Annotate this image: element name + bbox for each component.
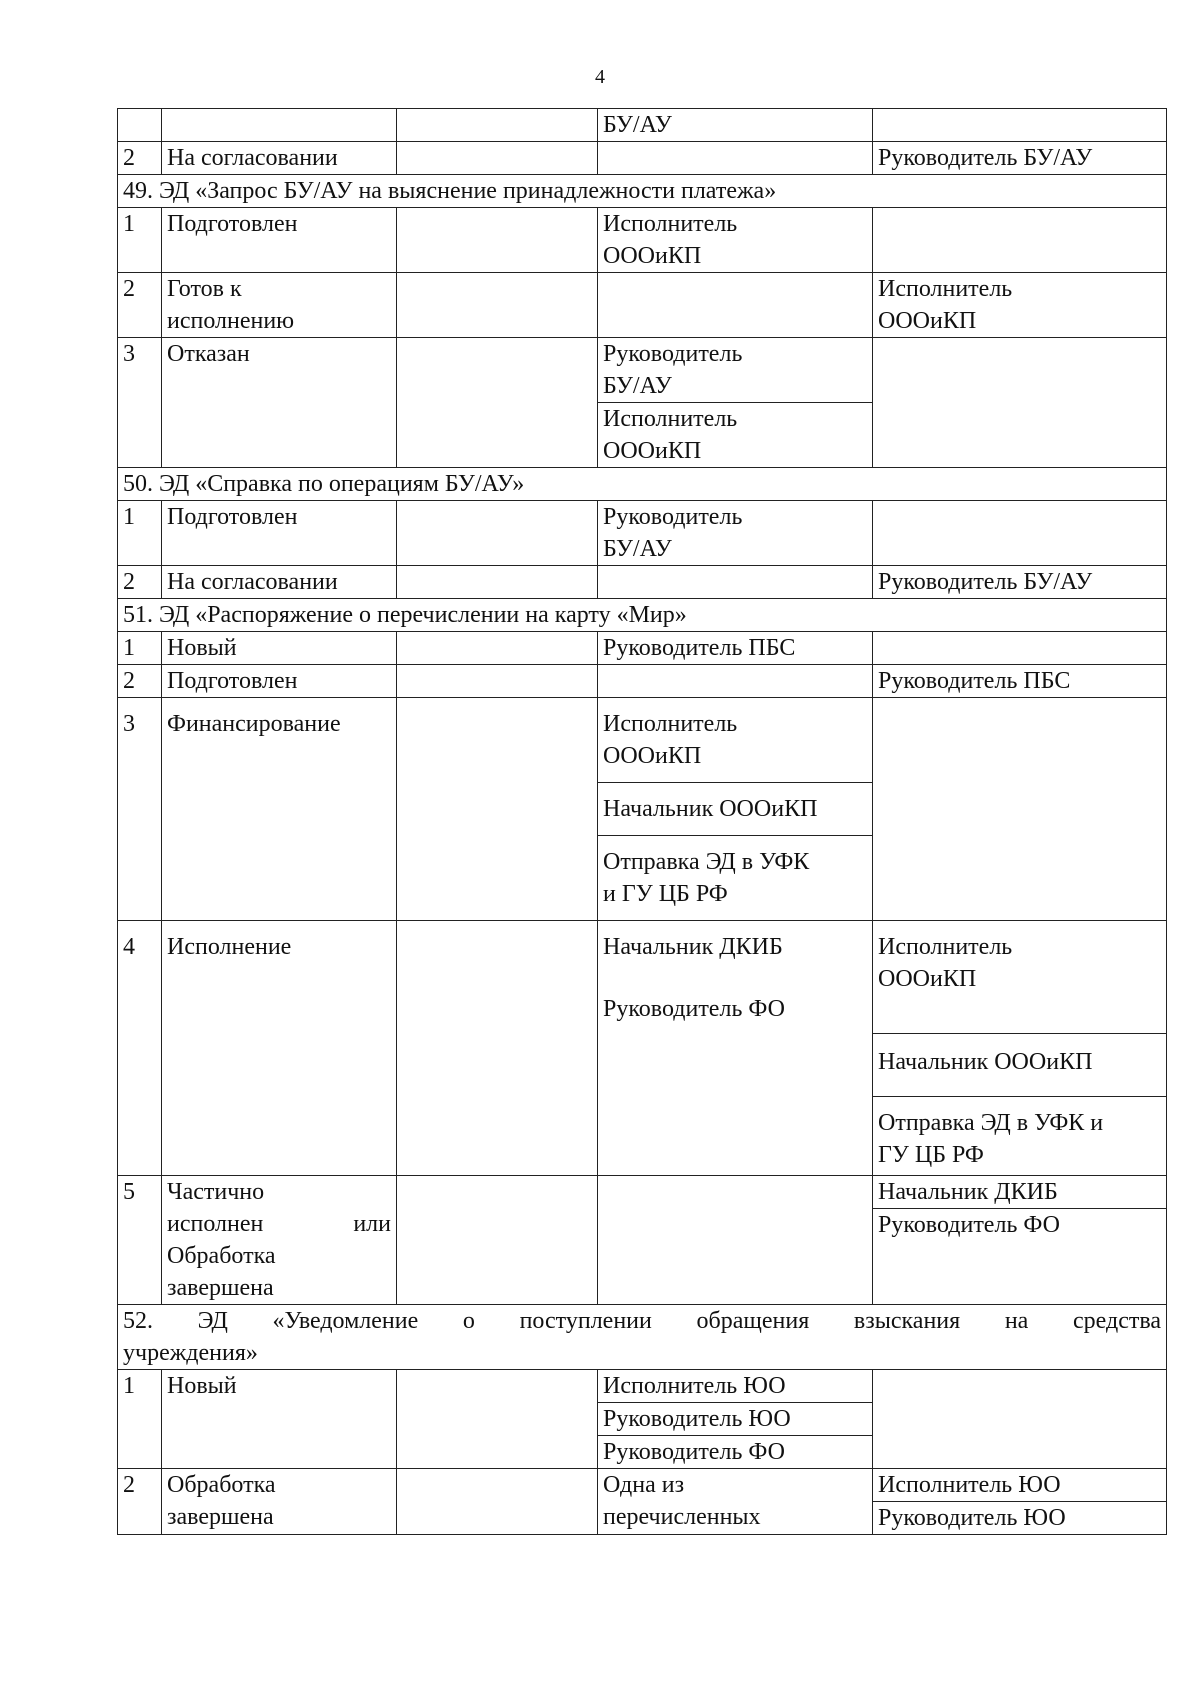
cell-empty	[397, 109, 598, 142]
cell-status: На согласовании	[162, 142, 397, 175]
sub-cells	[598, 921, 872, 1025]
sub-cell	[598, 835, 872, 920]
cell-num: 1	[118, 632, 162, 665]
cell-num: 1	[118, 208, 162, 273]
cell-num: 2	[118, 566, 162, 599]
sub-cell: Исполнитель ЮО	[878, 1472, 1061, 1498]
cell-empty	[397, 566, 598, 599]
cell-line: Исполнитель	[603, 711, 738, 737]
sub-cells	[873, 921, 1166, 1175]
cell-col4	[598, 208, 873, 273]
sub-cell	[598, 402, 872, 467]
cell-num	[118, 109, 162, 142]
cell-line: завершена	[167, 1504, 274, 1530]
cell-line: Обработка	[167, 1243, 276, 1269]
sub-cell: Начальник ОООиКП	[873, 1033, 1166, 1096]
section-heading-line: учреждения»	[123, 1340, 258, 1366]
cell-empty	[397, 208, 598, 273]
sub-cell	[598, 338, 872, 402]
sub-cell	[873, 921, 1166, 1033]
table-row	[118, 338, 1167, 468]
cell-line: БУ/АУ	[603, 373, 672, 399]
sub-cell: Руководитель ЮО	[873, 1501, 1166, 1534]
sub-cells	[873, 1176, 1166, 1241]
cell-empty	[397, 1469, 598, 1535]
cell-empty	[397, 698, 598, 921]
table-row	[118, 142, 1167, 175]
table-row	[118, 1176, 1167, 1305]
cell-col4	[598, 566, 873, 599]
cell-line: ОООиКП	[603, 243, 702, 269]
sub-cells	[598, 338, 872, 467]
cell-col4	[598, 1176, 873, 1305]
cell-col4	[598, 921, 873, 1176]
table-row	[118, 208, 1167, 273]
cell-status	[162, 1469, 397, 1535]
cell-line: Исполнитель	[603, 406, 738, 432]
sub-cells	[598, 698, 872, 920]
cell-status: Новый	[162, 632, 397, 665]
sub-cells	[873, 1469, 1166, 1534]
cell-status: Финансирование	[162, 698, 397, 921]
cell-empty	[397, 1176, 598, 1305]
cell-col4	[598, 142, 873, 175]
cell-empty	[397, 632, 598, 665]
cell-status	[162, 1176, 397, 1305]
cell-num: 2	[118, 142, 162, 175]
table-row	[118, 109, 1167, 142]
cell-line: исполнен или	[167, 1211, 391, 1237]
cell-empty	[397, 501, 598, 566]
section-row	[118, 468, 1167, 501]
cell-col5: Руководитель БУ/АУ	[873, 142, 1167, 175]
cell-line: Исполнитель	[878, 934, 1013, 960]
cell-line: Обработка	[167, 1472, 276, 1498]
cell-empty	[397, 142, 598, 175]
table-row	[118, 1370, 1167, 1469]
table-row	[118, 698, 1167, 921]
cell-col5	[873, 1176, 1167, 1305]
table-row	[118, 665, 1167, 698]
cell-status: Отказан	[162, 338, 397, 468]
cell-col4	[598, 1370, 873, 1469]
sub-cells	[598, 1370, 872, 1468]
cell-line: ОООиКП	[878, 308, 977, 334]
cell-line: Исполнитель	[603, 211, 738, 237]
cell-col5	[873, 1370, 1167, 1469]
cell-line: БУ/АУ	[603, 536, 672, 562]
sub-cell: Начальник ОООиКП	[598, 782, 872, 835]
cell-empty	[397, 921, 598, 1176]
sub-cell: Исполнитель ЮО	[603, 1373, 786, 1399]
sub-cell	[598, 698, 872, 782]
cell-num: 4	[118, 921, 162, 1176]
cell-col5: Руководитель ПБС	[873, 665, 1167, 698]
section-heading-line: 52. ЭД «Уведомление о поступлении обращения взыскания на средства	[123, 1308, 1161, 1334]
cell-col4	[598, 501, 873, 566]
cell-col4	[598, 698, 873, 921]
cell-line: Руководитель	[603, 504, 743, 530]
cell-line: Готов к	[167, 276, 242, 302]
cell-status	[162, 273, 397, 338]
sub-cell: Начальник ДКИБ	[878, 1179, 1058, 1205]
cell-col4	[598, 665, 873, 698]
cell-status: Подготовлен	[162, 208, 397, 273]
cell-line: перечисленных	[603, 1504, 761, 1530]
cell-line: Отправка ЭД в УФК	[603, 849, 810, 875]
section-row	[118, 175, 1167, 208]
cell-status: Исполнение	[162, 921, 397, 1176]
cell-line: исполнению	[167, 308, 295, 334]
sub-cell: Руководитель ФО	[603, 996, 785, 1022]
cell-line: ГУ ЦБ РФ	[878, 1142, 984, 1168]
cell-line: ОООиКП	[878, 966, 977, 992]
cell-line: завершена	[167, 1275, 274, 1301]
cell-num: 2	[118, 273, 162, 338]
cell-line: и ГУ ЦБ РФ	[603, 881, 728, 907]
sub-cell: Начальник ДКИБ	[603, 934, 783, 960]
cell-num: 1	[118, 501, 162, 566]
cell-line: Отправка ЭД в УФК и	[878, 1110, 1104, 1136]
section-heading-51: 51. ЭД «Распоряжение о перечислении на карту «Мир»	[118, 599, 1167, 632]
cell-num: 2	[118, 665, 162, 698]
table-row	[118, 921, 1167, 1176]
sub-cell: Руководитель ФО	[873, 1208, 1166, 1241]
cell-col4: БУ/АУ	[598, 109, 873, 142]
cell-status	[162, 109, 397, 142]
cell-col5	[873, 632, 1167, 665]
cell-col5	[873, 273, 1167, 338]
cell-line: ОООиКП	[603, 438, 702, 464]
cell-status: Подготовлен	[162, 665, 397, 698]
cell-col5	[873, 1469, 1167, 1535]
section-row	[118, 1305, 1167, 1370]
section-heading-49: 49. ЭД «Запрос БУ/АУ на выяснение принадлежности платежа»	[118, 175, 1167, 208]
cell-line: Одна из	[603, 1472, 685, 1498]
cell-num: 3	[118, 338, 162, 468]
cell-line: ОООиКП	[603, 743, 702, 769]
cell-col5	[873, 698, 1167, 921]
table-row	[118, 273, 1167, 338]
cell-empty	[397, 338, 598, 468]
page-number: 4	[595, 66, 605, 88]
cell-num: 3	[118, 698, 162, 921]
cell-col5	[873, 501, 1167, 566]
cell-col4	[598, 338, 873, 468]
sub-cell	[873, 1096, 1166, 1175]
cell-col4	[598, 1469, 873, 1535]
cell-col4: Руководитель ПБС	[598, 632, 873, 665]
table-row	[118, 1469, 1167, 1535]
cell-empty	[397, 273, 598, 338]
cell-col5	[873, 338, 1167, 468]
table-row	[118, 566, 1167, 599]
cell-status: Новый	[162, 1370, 397, 1469]
section-row	[118, 599, 1167, 632]
cell-line: Частично	[167, 1179, 265, 1205]
section-heading-52	[118, 1305, 1167, 1370]
cell-empty	[397, 665, 598, 698]
cell-empty	[397, 1370, 598, 1469]
cell-line: Руководитель	[603, 341, 743, 367]
cell-col5	[873, 208, 1167, 273]
sub-cell: Руководитель ФО	[598, 1435, 872, 1468]
cell-col5	[873, 921, 1167, 1176]
cell-col5: Руководитель БУ/АУ	[873, 566, 1167, 599]
table-row	[118, 632, 1167, 665]
cell-num: 2	[118, 1469, 162, 1535]
section-heading-50: 50. ЭД «Справка по операциям БУ/АУ»	[118, 468, 1167, 501]
cell-num: 5	[118, 1176, 162, 1305]
cell-num: 1	[118, 1370, 162, 1469]
status-table	[117, 108, 1167, 1535]
sub-cell: Руководитель ЮО	[598, 1402, 872, 1435]
cell-line: Исполнитель	[878, 276, 1013, 302]
cell-col5	[873, 109, 1167, 142]
cell-status: На согласовании	[162, 566, 397, 599]
cell-status: Подготовлен	[162, 501, 397, 566]
table-row	[118, 501, 1167, 566]
cell-col4	[598, 273, 873, 338]
